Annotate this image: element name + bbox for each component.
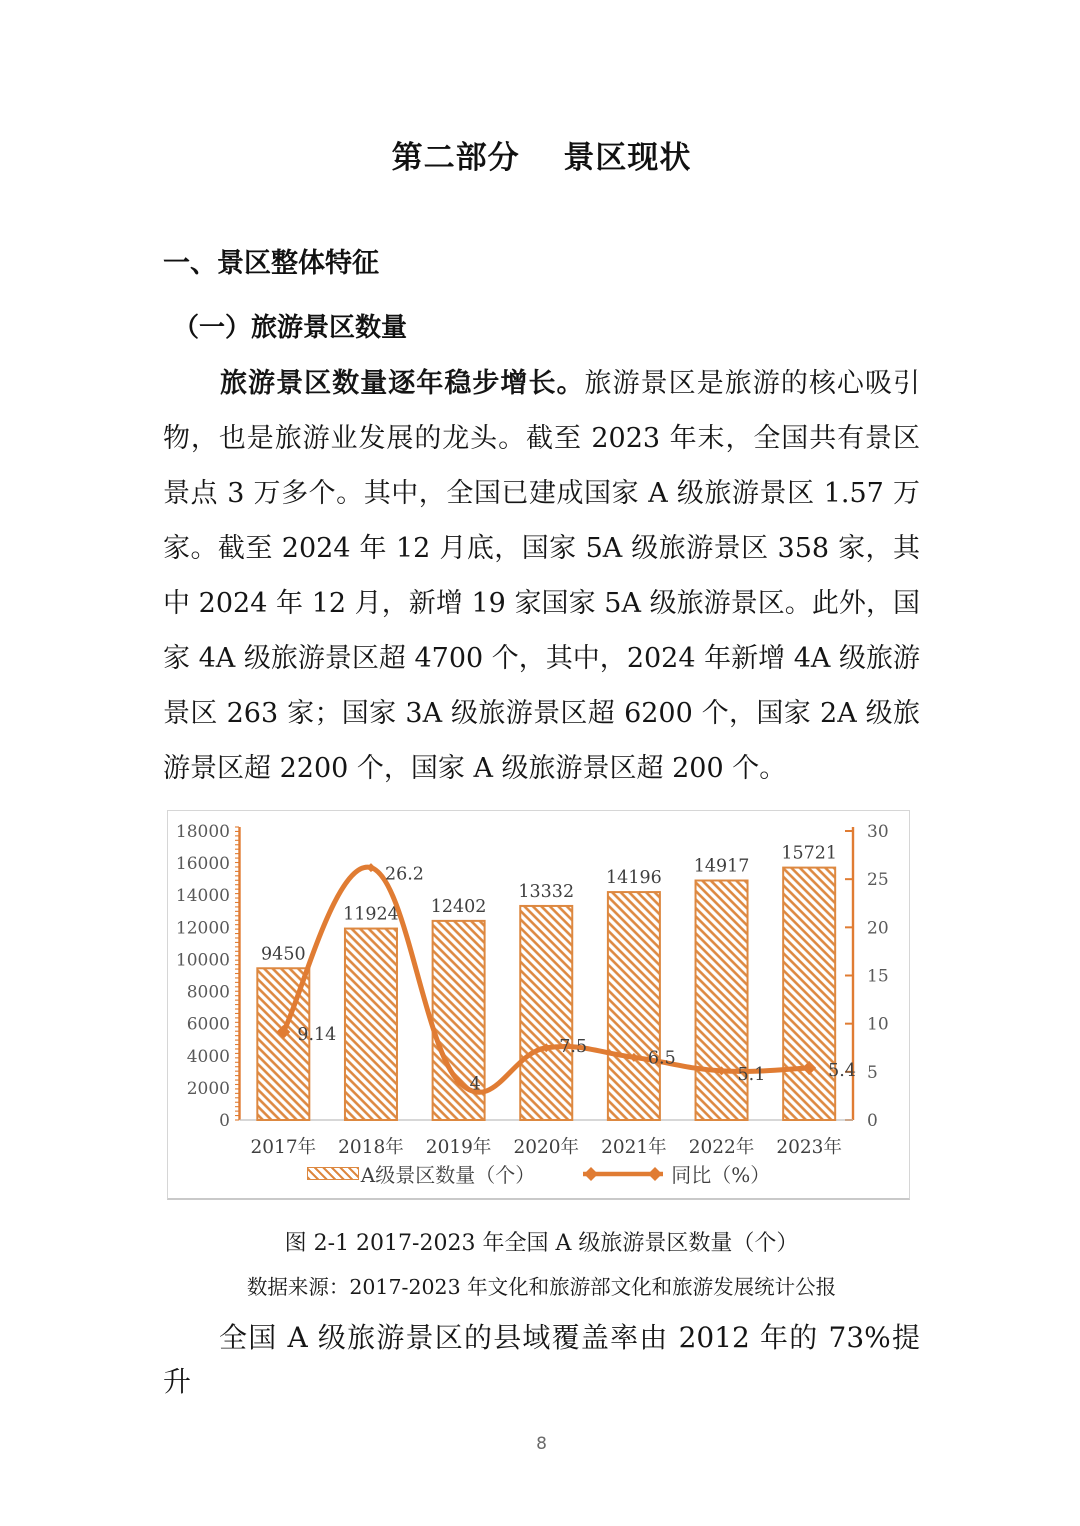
svg-text:2018年: 2018年 [338, 1137, 404, 1158]
page-title: 第二部分 景区现状 [391, 140, 692, 176]
svg-text:30: 30 [867, 822, 889, 842]
chart-figure [167, 810, 910, 1200]
svg-text:2020年: 2020年 [513, 1137, 580, 1158]
svg-text:14196: 14196 [606, 868, 662, 889]
svg-text:8000: 8000 [186, 982, 230, 1003]
svg-text:5: 5 [867, 1062, 878, 1083]
bar-legend-swatch-icon [307, 1167, 359, 1180]
svg-text:5.4: 5.4 [828, 1060, 857, 1081]
svg-text:2019年: 2019年 [425, 1137, 492, 1158]
subsection-heading: （一）旅游景区数量 [173, 313, 408, 343]
svg-text:0: 0 [219, 1111, 230, 1131]
chart-legend [168, 1159, 909, 1188]
svg-text:13332: 13332 [518, 881, 575, 902]
svg-text:11924: 11924 [343, 904, 399, 925]
svg-text:9450: 9450 [261, 944, 306, 965]
body-paragraph [163, 356, 920, 796]
next-paragraph: 全国 A 级旅游景区的县域覆盖率由 2012 年的 73%提升 [163, 1321, 920, 1398]
svg-text:15721: 15721 [781, 843, 838, 864]
svg-text:4: 4 [469, 1074, 481, 1095]
paragraph-body-text: 旅游景区是旅游的核心吸引物，也是旅游业发展的龙头。截至 2023 年末，全国共有景区景点 3 万多个。其中，全国已建成国家 A 级旅游景区 1.57 万家。截至 2024 年 12 月底，国家 5A 级旅游景区 358 家，其中 2024 年 12 月，新增 19 家国家 5A 级旅游景区。此外，国家 4A 级旅游景区超 4700 个，其中，2024 年新增 4A 级旅游景区 263 家；国家 3A 级旅游景区超 6200 个，国家 2A 级旅游景区超 2200 个，国家 A 级旅游景区超 200 个。 [163, 368, 921, 784]
svg-text:2017年: 2017年 [250, 1137, 317, 1158]
svg-text:10000: 10000 [175, 950, 230, 971]
section-heading: 一、景区整体特征 [163, 248, 379, 279]
svg-text:14000: 14000 [175, 886, 230, 907]
svg-text:9.14: 9.14 [297, 1024, 337, 1045]
combo-chart [168, 811, 906, 1159]
svg-text:18000: 18000 [175, 822, 230, 842]
line-legend-swatch-icon [577, 1166, 669, 1182]
svg-text:6000: 6000 [186, 1014, 230, 1035]
svg-text:20: 20 [867, 918, 889, 939]
svg-text:4000: 4000 [186, 1046, 230, 1067]
svg-text:26.2: 26.2 [384, 864, 424, 885]
svg-text:2023年: 2023年 [776, 1137, 842, 1158]
legend-line-label: 同比（%） [671, 1163, 771, 1187]
legend-bar-label: A级景区数量（个） [360, 1163, 536, 1187]
svg-text:10: 10 [867, 1014, 889, 1035]
svg-text:2000: 2000 [186, 1078, 230, 1099]
svg-text:5.1: 5.1 [737, 1064, 766, 1085]
svg-text:6.5: 6.5 [647, 1048, 676, 1069]
svg-text:16000: 16000 [175, 854, 230, 875]
svg-text:25: 25 [867, 870, 889, 891]
figure-caption: 图 2-1 2017-2023 年全国 A 级旅游景区数量（个） [284, 1231, 799, 1256]
paragraph-lead-bold: 旅游景区数量逐年稳步增长。 [220, 368, 585, 399]
svg-text:14917: 14917 [693, 856, 750, 877]
svg-text:12402: 12402 [430, 896, 487, 917]
legend-item-bars [307, 1159, 535, 1188]
figure-source: 数据来源：2017-2023 年文化和旅游部文化和旅游发展统计公报 [246, 1275, 837, 1299]
svg-text:7.5: 7.5 [559, 1036, 588, 1057]
svg-text:12000: 12000 [175, 918, 230, 939]
svg-text:2021年: 2021年 [601, 1137, 667, 1158]
page-number: 8 [536, 1434, 547, 1454]
svg-text:15: 15 [867, 966, 889, 987]
legend-item-line [577, 1159, 770, 1188]
svg-text:0: 0 [867, 1111, 878, 1131]
svg-text:2022年: 2022年 [688, 1137, 755, 1158]
